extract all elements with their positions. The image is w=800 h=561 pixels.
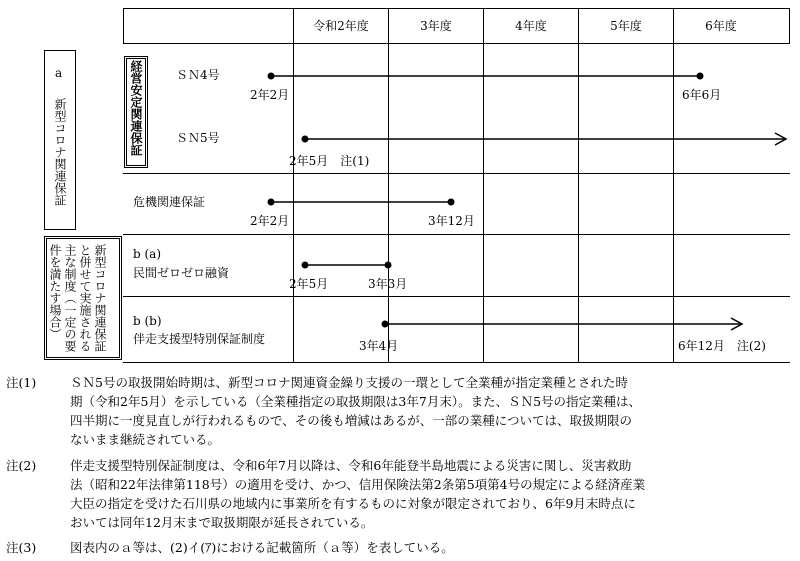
bansou-start-date: 3年4月	[359, 339, 399, 353]
sn5-label: ＳＮ5号	[176, 131, 220, 145]
note-1-line: ＳＮ5号の取扱開始時期は、新型コロナ関連資金繰り支援の一環として全業種が指定業種とされた時	[70, 375, 628, 390]
sn4-start-date: 2年2月	[250, 88, 290, 102]
bansou-end-date: 6年12月 注(2)	[678, 339, 766, 353]
section-b-line3: 主な制度（一定の要	[63, 244, 77, 352]
note-1	[6, 373, 642, 447]
year-header-r2: 令和2年度	[313, 19, 369, 33]
note-1-label: 注(1)	[6, 375, 37, 390]
sn5-start-dot	[302, 136, 309, 143]
note-1-line: 四半期に一度見直しが行われるもので、その後も増減はあるが、一部の業種については、取扱期限の	[70, 413, 633, 428]
bansou-start-dot	[382, 321, 389, 328]
sn4-label: ＳＮ4号	[176, 68, 220, 82]
note-2-line: 伴走支援型特別保証制度は、令和6年7月以降は、令和6年能登半島地震による災害に関し、災害救助	[70, 458, 632, 473]
zero-end-date: 3年3月	[368, 277, 408, 291]
zero-end-dot	[385, 262, 392, 269]
zero-label: 民間ゼロゼロ融資	[133, 266, 230, 280]
sn4-start-dot	[268, 73, 275, 80]
note-1-line: ないまま継続されている。	[70, 432, 221, 447]
note-2	[6, 456, 646, 530]
note-2-line: 大臣の指定を受けた石川県の地域内に事業所を有するものに対象が限定されており、6年9月末時点に	[70, 496, 636, 511]
year-header-4: 4年度	[515, 19, 547, 33]
section-b-line2: と併せて実施される	[78, 244, 92, 352]
zero-start-date: 2年5月	[289, 277, 329, 291]
section-a-letter: a	[55, 66, 63, 80]
note-1-line: 期（令和2年5月）を示している（全業種指定の取扱期限は3年7月末）。また、ＳＮ5号の指定業種は、	[70, 394, 642, 409]
year-header-6: 6年度	[705, 19, 737, 33]
section-b-line1: 新型コロナ関連保証	[93, 244, 107, 352]
bansou-code: b (b)	[133, 314, 162, 328]
sn4-end-date: 6年6月	[682, 88, 722, 102]
kiki-label: 危機関連保証	[133, 195, 206, 209]
bansou-label: 伴走支援型特別保証制度	[133, 332, 266, 346]
kiki-start-date: 2年2月	[250, 214, 290, 228]
note-2-label: 注(2)	[6, 458, 37, 473]
note-3-line: 図表内のａ等は、(2)イ(ｱ)における記載箇所（ａ等）を表している。	[70, 540, 454, 555]
zero-start-dot	[302, 262, 309, 269]
sn5-start-date: 2年5月 注(1)	[289, 154, 370, 168]
section-b-line4: 件を満たす場合）	[48, 244, 62, 340]
zero-code: b (a)	[133, 247, 162, 261]
note-2-line: 法（昭和22年法律第118号）の適用を受け、かつ、信用保険法第2条第5項第4号の規定による経済産業	[70, 477, 646, 492]
year-header-3: 3年度	[420, 19, 452, 33]
note-3-label: 注(3)	[6, 540, 37, 555]
note-3	[6, 538, 454, 557]
year-header-5: 5年度	[610, 19, 642, 33]
sn4-end-dot	[697, 73, 704, 80]
note-2-line: おいては同年12月末まで取扱期限が延長されている。	[70, 515, 374, 530]
section-a-title: 新型コロナ関連保証	[53, 98, 67, 206]
kiki-end-date: 3年12月	[428, 214, 475, 228]
keiei-antei-title: 経営安定関連保証	[129, 60, 143, 156]
kiki-start-dot	[268, 199, 275, 206]
kiki-end-dot	[448, 199, 455, 206]
